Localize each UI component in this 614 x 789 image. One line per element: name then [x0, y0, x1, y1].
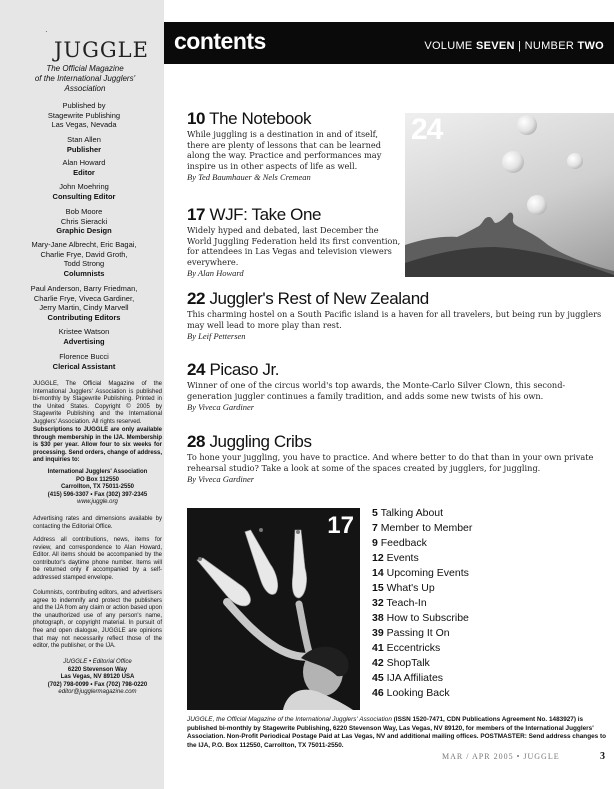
- department-page: 45: [372, 672, 384, 684]
- department-label: Talking About: [380, 507, 444, 519]
- juggling-ball: [567, 153, 583, 169]
- indemnity-notice: Columnists, contributing editors, and advertisers agree to indemnify and protect the publishers and the IJA from any claim or action based upon the unauthorized use of any person's name, photograph, or copyright material. In pursuit of free and open dialogue, JUGGLE are opinions that may not necessarily reflect those of the editor, the publisher, or the IJA.: [33, 590, 162, 650]
- department-page: 9: [372, 537, 378, 549]
- copyright-notice: JUGGLE, The Official Magazine of the International Jugglers' Association is published bi-monthly by Stagewrite Publishing. Printed in the United States. Copyright © 2005 by Stagewrite Publishing and the International Jugglers' Association. All rights reserved.: [33, 381, 162, 425]
- publication-statement-text: (ISSN 1520-7471, CDN Publications Agreement No. 1483927) is published bi-monthly by Stagewrite Publishing, 6220 Stevenson Way, Las Vegas, NV 89120, for members of the International Jugglers' Association. Non-Profit Periodical Postage Paid at Las Vegas, NV and additional mailing offices. POSTMASTER: Send address changes to the IJA, P.O. Box 112550, Carrollton, TX 75011-2550.: [187, 716, 607, 749]
- masthead-role: Columnists: [63, 268, 105, 278]
- juggling-ball: [527, 195, 547, 215]
- masthead-name: Las Vegas, Nevada: [51, 120, 117, 129]
- department-label: Eccentricks: [386, 642, 441, 654]
- publication-statement: [187, 716, 609, 750]
- article-title: [187, 360, 609, 380]
- department-label: How to Subscribe: [386, 612, 469, 624]
- ija-address: [33, 469, 162, 507]
- masthead-name: Todd Strong: [63, 259, 105, 268]
- address-line: PO Box 112550: [75, 476, 120, 483]
- masthead-entry: [6, 207, 162, 236]
- website-link[interactable]: www.juggle.org: [77, 499, 118, 506]
- article-title: [187, 432, 609, 452]
- publication-statement-italic: JUGGLE, the Official Magazine of the International Jugglers' Association: [187, 716, 392, 723]
- masthead-name: Stagewrite Publishing: [47, 110, 121, 120]
- department-label: Feedback: [380, 537, 427, 549]
- juggling-ball: [502, 151, 524, 173]
- address-line: Las Vegas, NV 89120 USA: [60, 674, 135, 681]
- contents-header-bar: [164, 22, 614, 64]
- article-title: [187, 289, 609, 309]
- department-page: 12: [372, 552, 384, 564]
- contributions-notice: Address all contributions, news, items for review, and correspondence to Alan Howard, Editor. All items should be accompanied by the contributor's daytime phone number. Items will be returned only if accompanied by a self-addressed stamped envelope.: [33, 537, 162, 581]
- department-label: IJA Affiliates: [386, 672, 444, 684]
- article-byline: By Viveca Gardiner: [187, 402, 255, 413]
- list-item[interactable]: [372, 551, 472, 566]
- article-entry[interactable]: [187, 360, 609, 413]
- volume-value: SEVEN: [475, 40, 515, 52]
- club-juggler-photo: [187, 508, 360, 710]
- article-description: Widely hyped and debated, last December the World Juggling Federation held its first convention, for attendees in Las Vegas and television viewers everywhere.: [187, 225, 401, 267]
- department-page: 39: [372, 627, 384, 639]
- article-description: While juggling is a destination in and of itself, there are plenty of lessons that can be learned along the way. Practice and performances may inspire us in other aspects of life as well.: [187, 129, 382, 171]
- address-line: JUGGLE • Editorial Office: [63, 659, 132, 665]
- juggling-ball: [517, 115, 537, 135]
- masthead-name: Bob Moore: [65, 207, 103, 216]
- list-item[interactable]: [372, 626, 472, 641]
- article-title-text: WJF: Take One: [209, 205, 322, 224]
- article-entry[interactable]: [187, 432, 609, 485]
- page-number: 3: [600, 751, 605, 762]
- masthead-sidebar: [0, 0, 164, 789]
- masthead-name: John Moehring: [59, 182, 109, 191]
- masthead-role: Publisher: [66, 144, 102, 154]
- masthead-role: Graphic Design: [56, 226, 112, 235]
- address-line: (415) 596-3307 • Fax (302) 397-2345: [47, 491, 148, 498]
- editorial-office-address: [33, 659, 162, 697]
- address-line: International Jugglers' Association: [47, 469, 148, 475]
- article-description: Winner of one of the circus world's top awards, the Monte-Carlo Silver Clown, this second-generation juggler continues a family tradition, and adds some new twists of his own.: [187, 380, 566, 401]
- address-line: 6220 Stevenson Way: [67, 666, 128, 673]
- department-label: Teach-In: [386, 597, 427, 609]
- article-title-text: Juggling Cribs: [209, 432, 312, 451]
- tagline-line: The Official Magazine: [46, 64, 124, 73]
- list-item[interactable]: [372, 581, 472, 596]
- department-page: 46: [372, 687, 384, 699]
- masthead-role: Advertising: [63, 336, 105, 346]
- departments-list: [372, 506, 472, 701]
- number-value: TWO: [577, 40, 604, 52]
- list-item[interactable]: [372, 566, 472, 581]
- department-page: 14: [372, 567, 384, 579]
- department-label: Upcoming Events: [386, 567, 469, 579]
- juggler-face-photo: [405, 113, 614, 277]
- article-description: To hone your juggling, you have to practice. And where better to do that than in your own private rehearsal studio? Take a look at some of the spaces created by jugglers, for juggling.: [187, 452, 594, 473]
- masthead-name: Mary-Jane Albrecht, Eric Bagai,: [31, 240, 137, 249]
- department-label: ShopTalk: [386, 657, 430, 669]
- department-page: 41: [372, 642, 384, 654]
- masthead-entry: [6, 182, 162, 201]
- article-byline: By Leif Pettersen: [187, 331, 246, 342]
- masthead-entry: [6, 352, 162, 371]
- page-number-badge: 24: [411, 113, 443, 146]
- article-page-number: 24: [187, 360, 206, 379]
- article-entry[interactable]: [187, 289, 609, 342]
- volume-number: [424, 40, 604, 52]
- list-item[interactable]: [372, 596, 472, 611]
- tagline-line: of the International Jugglers': [34, 74, 136, 83]
- article-title-text: The Notebook: [209, 109, 312, 128]
- masthead-name: Charlie Frye, David Groth,: [40, 249, 128, 259]
- page-number-badge: 17: [327, 512, 354, 539]
- tagline-line: Association: [64, 84, 106, 93]
- logo-mark: ·: [45, 27, 48, 36]
- masthead-publisher-block: [6, 101, 162, 130]
- masthead-role: Consulting Editor: [52, 191, 116, 201]
- article-title-text: Juggler's Rest of New Zealand: [209, 289, 429, 308]
- masthead-name: Alan Howard: [62, 158, 106, 167]
- issue-footer: MAR / APR 2005 • JUGGLE: [442, 752, 560, 761]
- article-title: [187, 109, 402, 129]
- masthead-role: Contributing Editors: [47, 312, 121, 322]
- masthead-name: Kristee Watson: [58, 327, 110, 336]
- article-page-number: 10: [187, 109, 206, 128]
- masthead-name: Charlie Frye, Viveca Gardiner,: [33, 293, 135, 303]
- department-page: 38: [372, 612, 384, 624]
- department-label: What's Up: [386, 582, 435, 594]
- page-title: contents: [174, 28, 266, 54]
- advertising-notice: Advertising rates and dimensions available by contacting the Editorial Office.: [33, 516, 162, 530]
- article-byline: By Ted Baumhauer & Nels Cremean: [187, 172, 311, 183]
- department-page: 42: [372, 657, 384, 669]
- magazine-logo: JUGGLE: [54, 38, 149, 62]
- list-item[interactable]: [372, 656, 472, 671]
- department-page: 7: [372, 522, 378, 534]
- list-item[interactable]: [372, 521, 472, 536]
- tagline: [10, 64, 160, 94]
- masthead-entry: [6, 327, 162, 346]
- article-title: [187, 205, 402, 225]
- number-prefix: NUMBER: [524, 40, 575, 52]
- department-page: 5: [372, 507, 378, 519]
- department-label: Looking Back: [386, 687, 450, 699]
- list-item[interactable]: [372, 686, 472, 701]
- department-label: Passing It On: [386, 627, 450, 639]
- department-label: Member to Member: [380, 522, 473, 534]
- list-item[interactable]: [372, 641, 472, 656]
- list-item[interactable]: [372, 611, 472, 626]
- volume-prefix: VOLUME: [424, 40, 473, 52]
- masthead-role: Editor: [73, 167, 95, 177]
- department-label: Events: [386, 552, 419, 564]
- masthead-name: Jerry Martin, Cindy Marvell: [39, 303, 129, 312]
- article-byline: By Viveca Gardiner: [187, 474, 255, 485]
- article-entry[interactable]: [187, 109, 402, 183]
- masthead-name: Paul Anderson, Barry Friedman,: [30, 284, 138, 293]
- subscription-notice: Subscriptions to JUGGLE are only available through membership in the IJA. Membership is $30 per year. Allow four to six weeks for processing. Send orders, change of address, and inquiries to:: [33, 427, 162, 464]
- article-page-number: 17: [187, 205, 206, 224]
- masthead-entry: [6, 158, 162, 177]
- list-item[interactable]: [372, 506, 472, 521]
- list-item[interactable]: [372, 671, 472, 686]
- masthead-name: Published by: [62, 101, 106, 110]
- masthead-entry: [6, 240, 162, 278]
- masthead-entry: [6, 135, 162, 154]
- masthead-role: Clerical Assistant: [52, 361, 116, 371]
- divider: |: [518, 40, 525, 52]
- email-link[interactable]: editor@jugglermagazine.com: [58, 689, 137, 696]
- masthead-name: Florence Bucci: [59, 352, 109, 361]
- address-line: Carrollton, TX 75011-2550: [60, 484, 135, 491]
- department-page: 32: [372, 597, 384, 609]
- article-description: This charming hostel on a South Pacific island is a haven for all travelers, but being run by jugglers may well lead to more play than rest.: [187, 309, 602, 330]
- department-page: 15: [372, 582, 384, 594]
- article-title-text: Picaso Jr.: [209, 360, 280, 379]
- article-page-number: 28: [187, 432, 206, 451]
- article-byline: By Alan Howard: [187, 268, 244, 279]
- masthead-name: Stan Allen: [67, 135, 101, 144]
- masthead-name: Chris Sieracki: [60, 216, 108, 226]
- address-line: (702) 798-0099 • Fax (702) 798-0220: [47, 681, 148, 688]
- list-item[interactable]: [372, 536, 472, 551]
- article-entry[interactable]: [187, 205, 402, 279]
- article-page-number: 22: [187, 289, 206, 308]
- masthead-entry: [6, 284, 162, 322]
